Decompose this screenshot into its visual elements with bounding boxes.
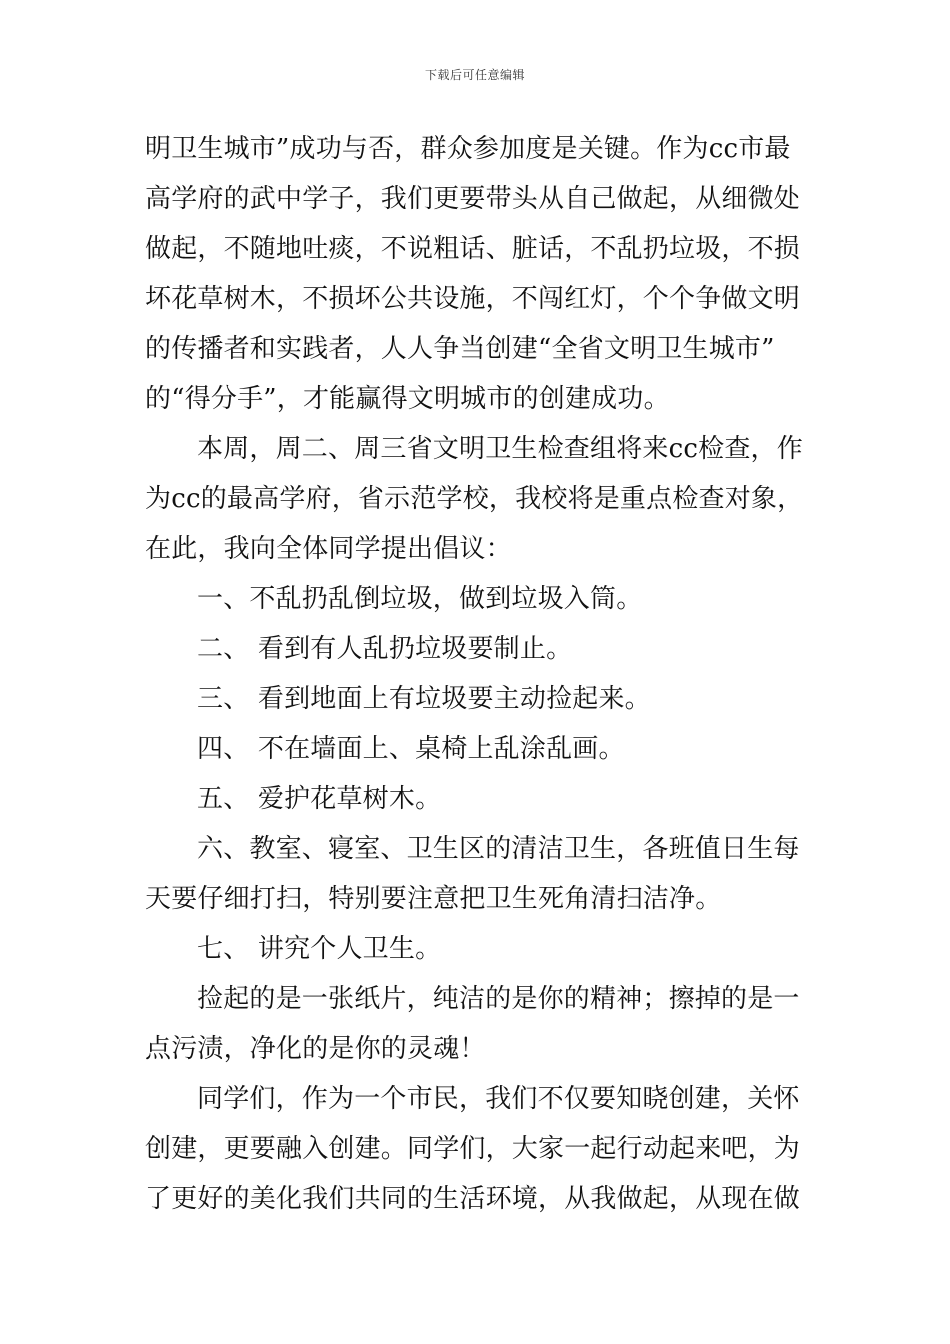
proposal-item: 二、 看到有人乱扔垃圾要制止。: [197, 634, 573, 664]
text-line: 明卫生城市”成功与否，群众参加度是关键。作为cc市最: [145, 134, 791, 164]
text-line: 了更好的美化我们共同的生活环境，从我做起，从现在做: [145, 1184, 801, 1214]
text-line: 在此，我向全体同学提出倡议：: [145, 534, 512, 564]
proposal-item: 三、 看到地面上有垃圾要主动捡起来。: [197, 684, 651, 714]
text-line: 天要仔细打扫，特别要注意把卫生死角清扫洁净。: [145, 884, 722, 914]
proposal-item: 四、 不在墙面上、桌椅上乱涂乱画。: [197, 734, 625, 764]
text-line: 高学府的武中学子，我们更要带头从自己做起，从细微处: [145, 184, 801, 214]
header-note: 下载后可任意编辑: [424, 68, 525, 82]
text-line: 创建，更要融入创建。同学们，大家一起行动起来吧，为: [145, 1134, 801, 1164]
text-line: 做起，不随地吐痰，不说粗话、脏话，不乱扔垃圾，不损: [145, 234, 801, 264]
text-line: 同学们，作为一个市民，我们不仅要知晓创建，关怀: [197, 1084, 800, 1114]
text-line: 的“得分手”，才能赢得文明城市的创建成功。: [145, 384, 670, 414]
proposal-item: 七、 讲究个人卫生。: [197, 934, 442, 964]
proposal-item: 六、教室、寝室、卫生区的清洁卫生，各班值日生每: [197, 834, 800, 864]
text-line: 的传播者和实践者，人人争当创建“全省文明卫生城市”: [145, 334, 775, 364]
proposal-item: 一、不乱扔乱倒垃圾，做到垃圾入筒。: [197, 584, 643, 614]
text-line: 为cc的最高学府，省示范学校，我校将是重点检查对象，: [145, 484, 804, 514]
text-line: 坏花草树木，不损坏公共设施，不闯红灯，个个争做文明: [145, 284, 801, 314]
text-line: 捡起的是一张纸片，纯洁的是你的精神；擦掉的是一: [197, 984, 800, 1014]
text-line: 本周，周二、周三省文明卫生检查组将来cc检查，作: [197, 434, 803, 464]
document-body: [145, 124, 807, 1224]
text-line: 点污渍，净化的是你的灵魂！: [145, 1034, 486, 1064]
proposal-item: 五、 爱护花草树木。: [197, 784, 442, 814]
